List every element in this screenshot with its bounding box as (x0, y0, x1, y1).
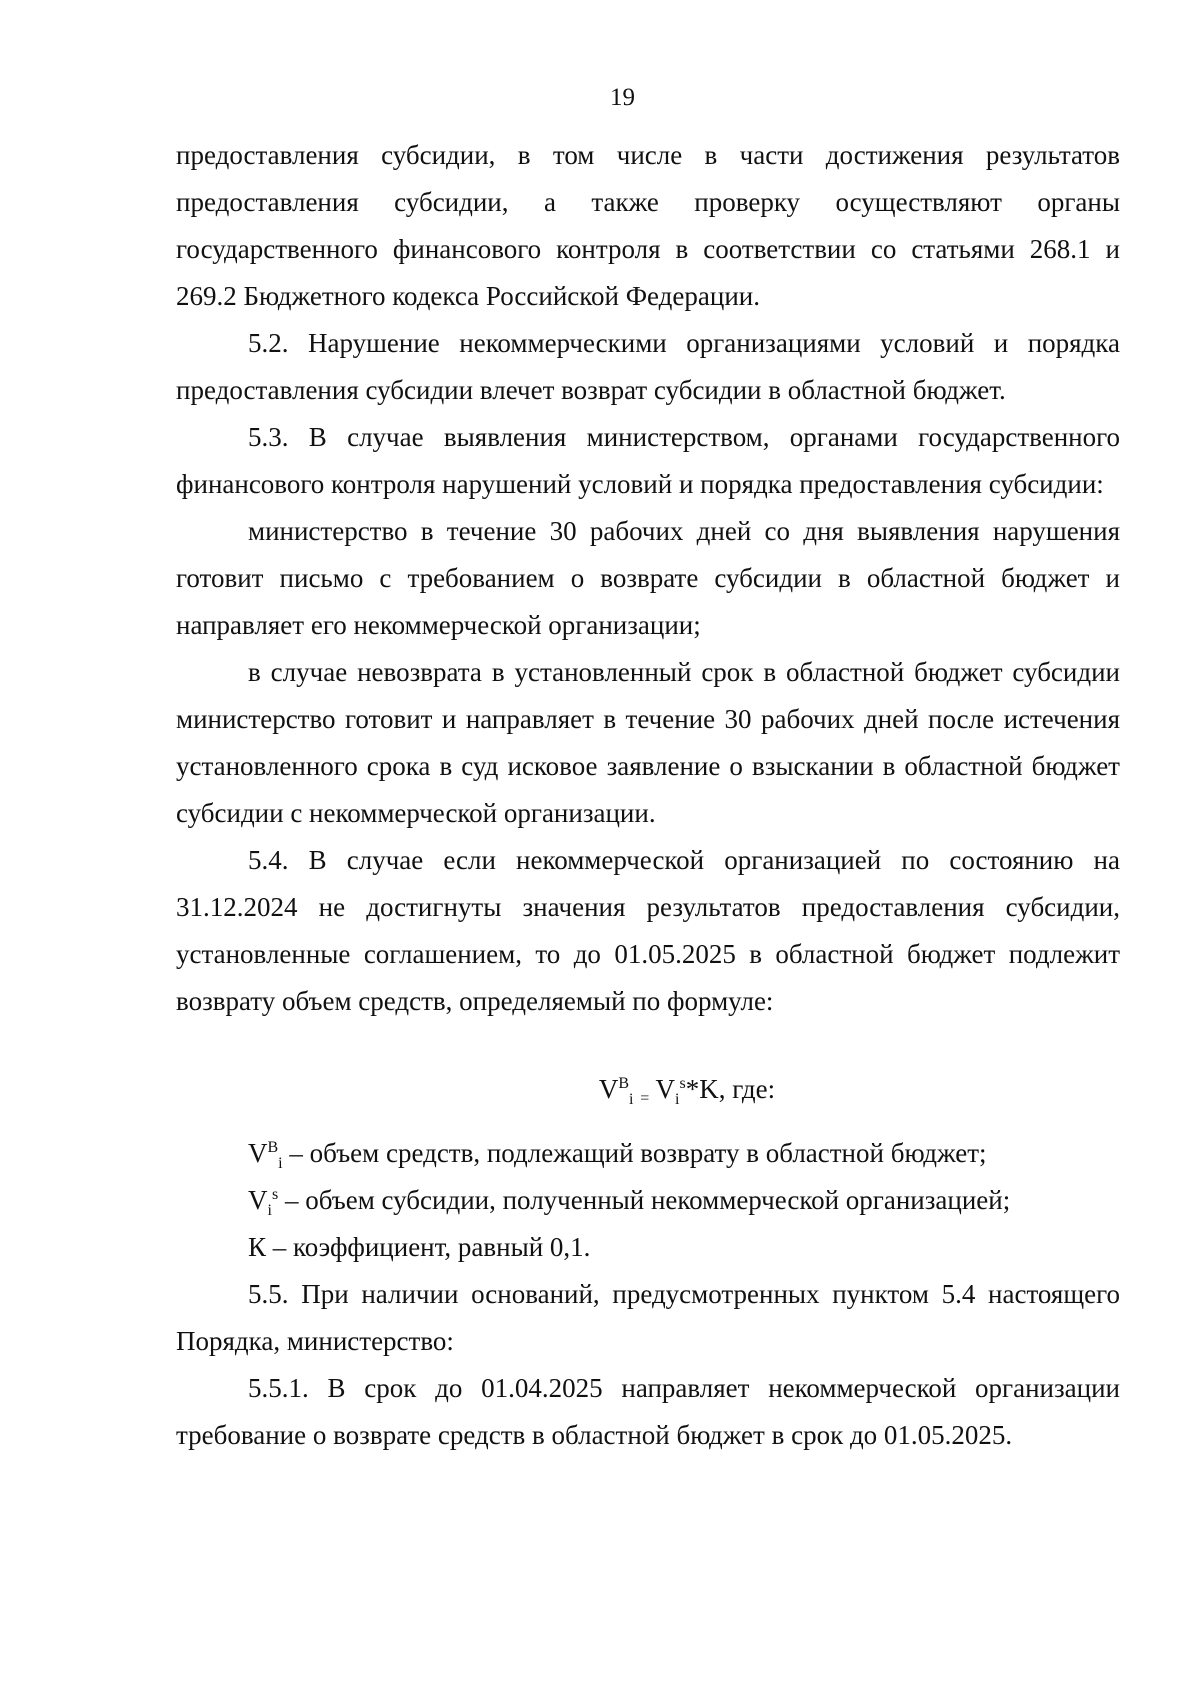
paragraph-5-3-item-1: министерство в течение 30 рабочих дней со дня выявления нарушения готовит письмо с требованием о возврате субсидии в областной бюджет и направляет его некоммерческой организации; (176, 516, 1120, 640)
paragraph-5-3-item-2: в случае невозврата в установленный срок в областной бюджет субсидии министерство готовит и направляет в течение 30 рабочих дней после истечения установленного срока в суд исковое заявление о взыскании в областной бюджет субсидии с некоммерческой организации. (176, 657, 1120, 828)
formula-lhs-sub: i (629, 1091, 634, 1108)
paragraph-continuation: предоставления субсидии, в том числе в части достижения результатов предоставления субсидии, а также проверку осуществляют органы государственного финансового контроля в соответствии со статьями 268.1 и 269.2 Бюджетного кодекса Российской Федерации. (176, 140, 1120, 311)
paragraph-5-3: 5.3. В случае выявления министерством, органами государственного финансового контроля нарушений условий и порядка предоставления субсидии: (176, 422, 1120, 499)
formula-rhs-sup: s (679, 1075, 686, 1092)
formula-rhs-base: V (655, 1074, 676, 1104)
definition-returned-volume (176, 1130, 1120, 1177)
definition-coefficient (176, 1224, 1120, 1271)
definition-text: – объем средств, подлежащий возврату в областной бюджет; (282, 1138, 987, 1168)
paragraph-5-5: 5.5. При наличии оснований, предусмотренных пунктом 5.4 настоящего Порядка, министерство: (176, 1279, 1120, 1356)
paragraph-5-4: 5.4. В случае если некоммерческой организацией по состоянию на 31.12.2024 не достигнуты значения результатов предоставления субсидии, установленные соглашением, то до 01.05.2025 в областной бюджет подлежит возврату объем средств, определяемый по формуле: (176, 845, 1120, 1016)
paragraph-5-5-1: 5.5.1. В срок до 01.04.2025 направляет некоммерческой организации требование о возврате средств в областной бюджет в срок до 01.05.2025. (176, 1373, 1120, 1450)
definition-symbol-base: К (248, 1232, 267, 1262)
definition-subsidy-volume (176, 1177, 1120, 1224)
page-number: 19 (610, 84, 635, 111)
formula-rhs-tail: *K, где: (685, 1074, 776, 1104)
definition-symbol-base: V (248, 1185, 268, 1215)
formula-lhs-sup: B (618, 1075, 630, 1092)
definition-symbol-sup: B (267, 1139, 279, 1156)
definition-symbol-sub: i (278, 1155, 283, 1172)
formula-lhs-base: V (598, 1074, 619, 1104)
return-formula (176, 1066, 1120, 1117)
definition-text: – объем субсидии, полученный некоммерческой организацией; (278, 1185, 1011, 1215)
formula-rhs-sub: i (675, 1091, 680, 1108)
paragraph-5-2: 5.2. Нарушение некоммерческими организациями условий и порядка предоставления субсидии влечет возврат субсидии в областной бюджет. (176, 328, 1120, 405)
document-body (176, 132, 1120, 1459)
definition-symbol-sup: s (271, 1186, 279, 1203)
formula-equals: = (640, 1090, 650, 1107)
definition-text: – коэффициент, равный 0,1. (266, 1232, 591, 1262)
definition-symbol-base: V (248, 1138, 268, 1168)
definition-symbol-sub: i (267, 1202, 272, 1219)
